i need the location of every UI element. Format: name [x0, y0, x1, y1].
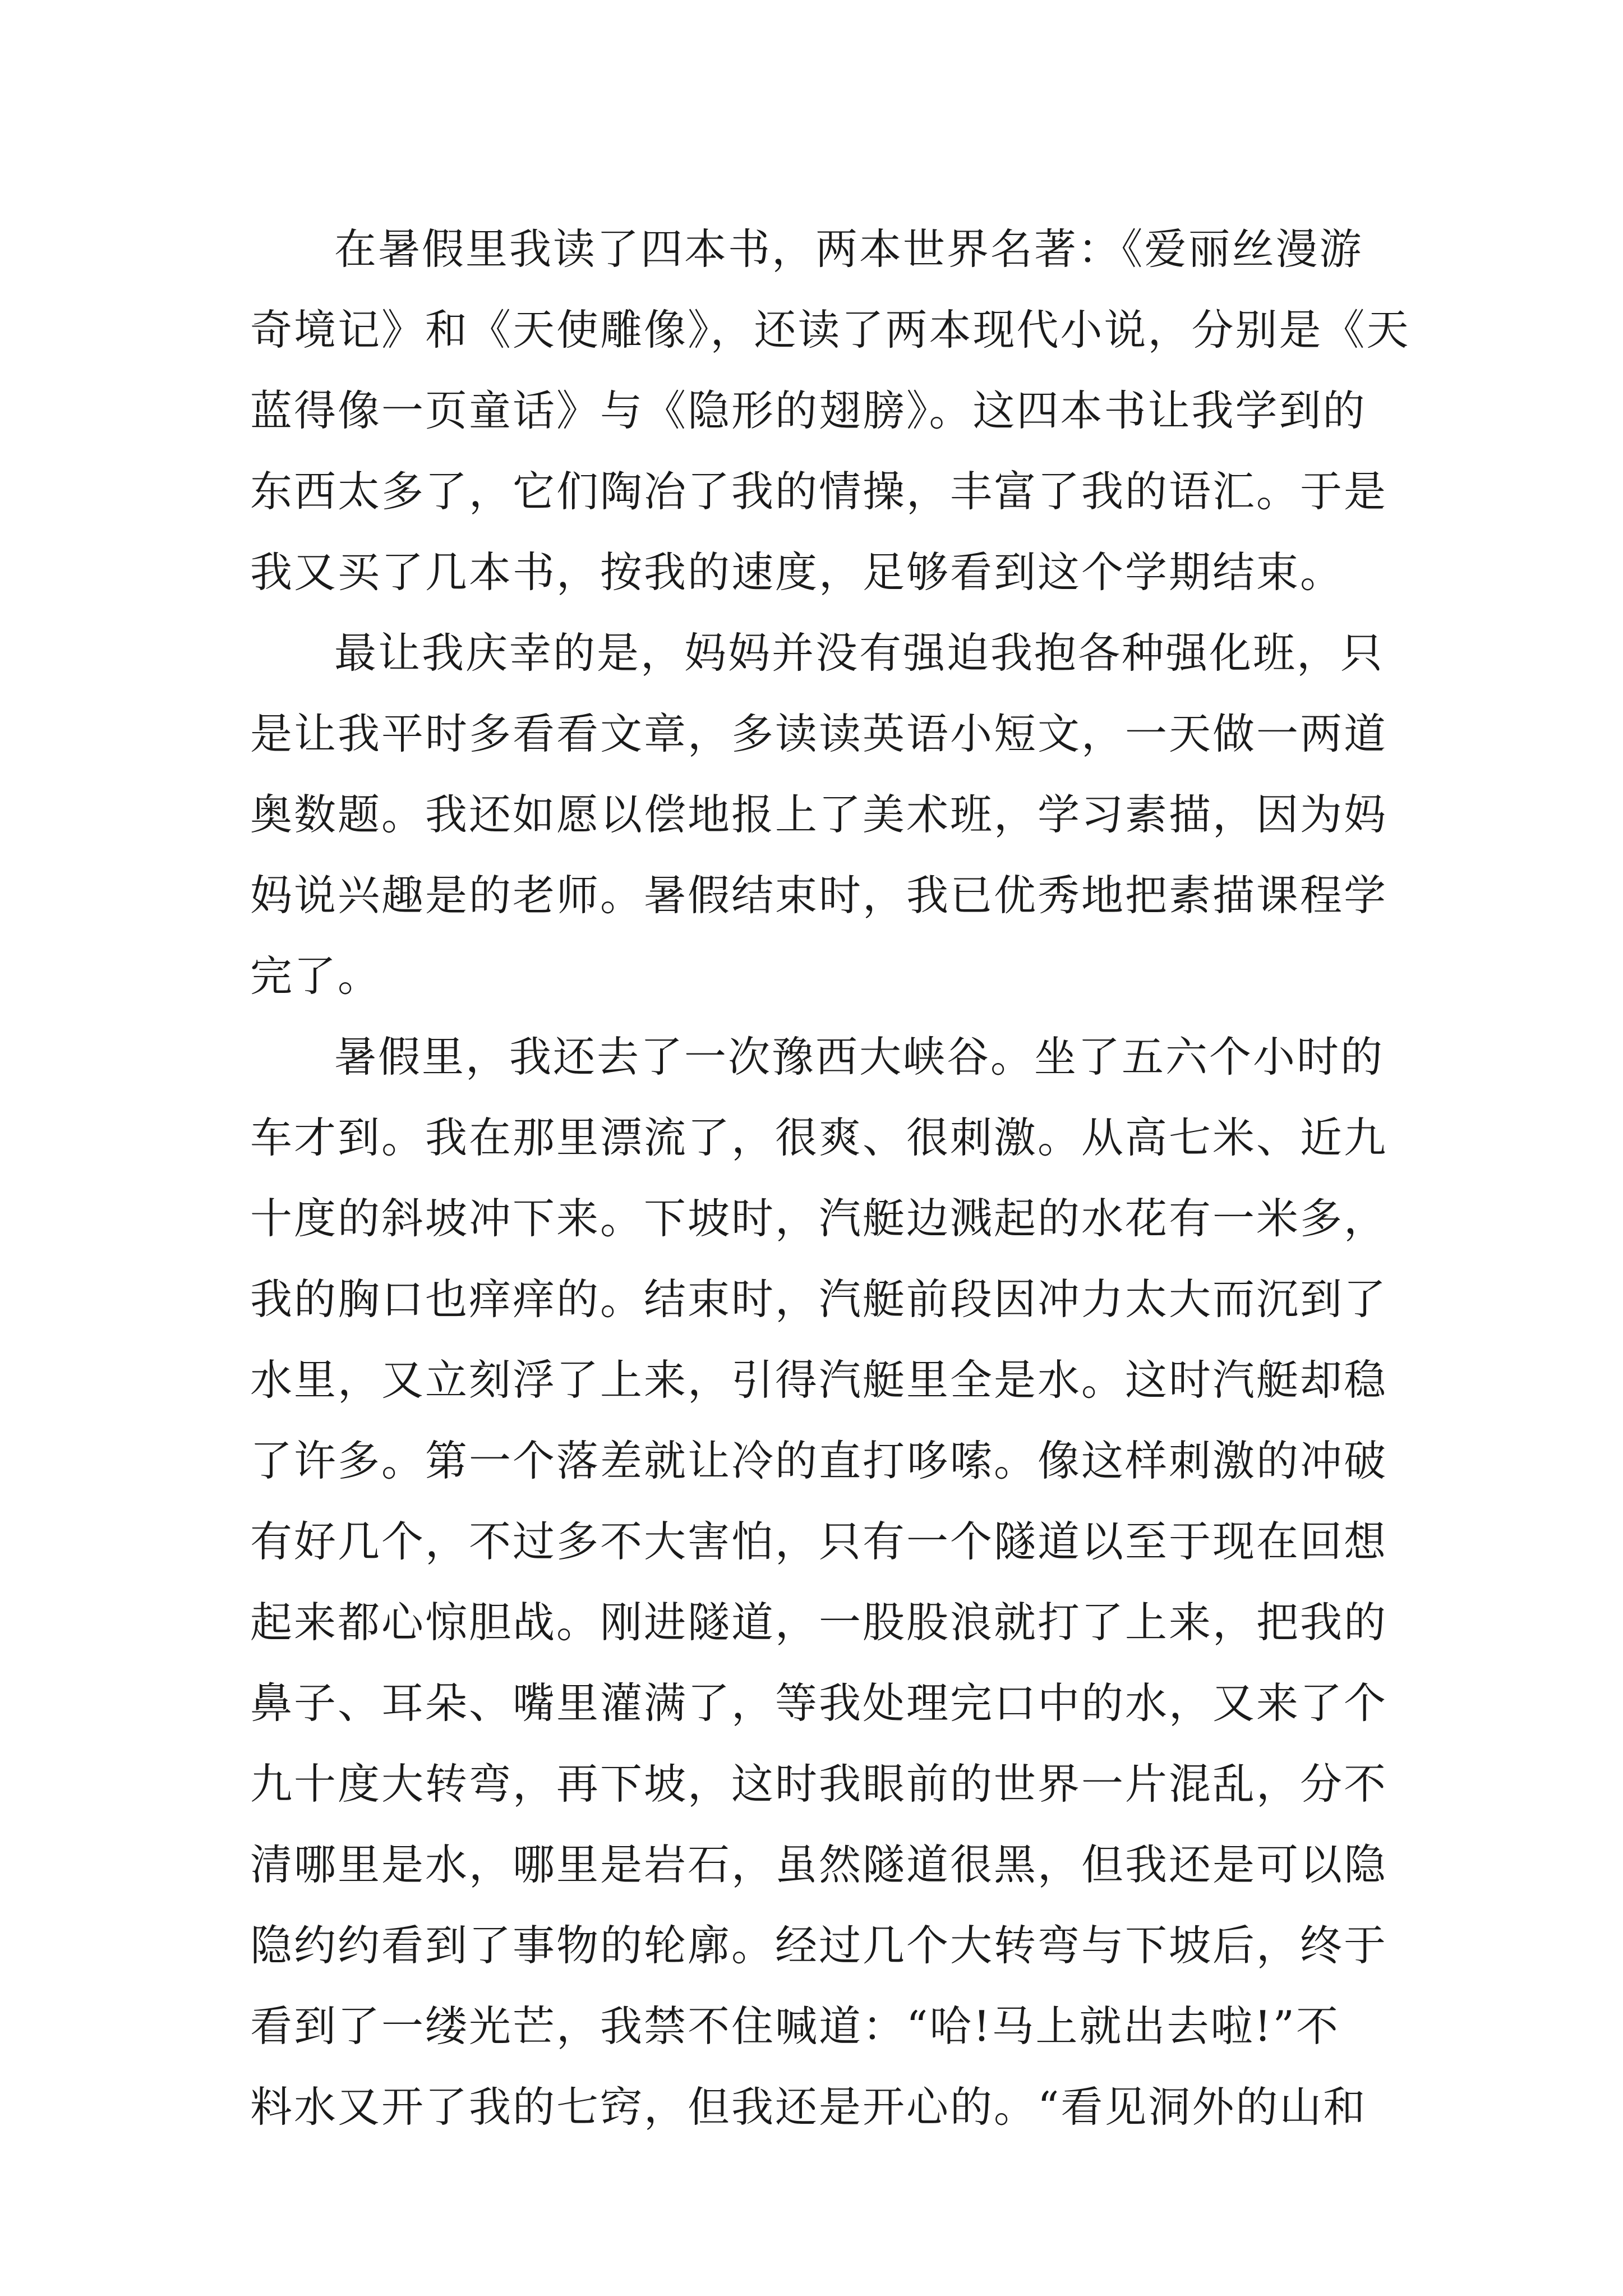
paragraph-line: 了许多。第一个落差就让冷的直打哆嗦。像这样刺激的冲破 [250, 1436, 1388, 1485]
paragraph-3 [250, 1016, 1388, 2147]
paragraph-line: 车才到。我在那里漂流了，很爽、很刺激。从高七米、近九 [250, 1113, 1388, 1162]
paragraph-line: 我又买了几本书，按我的速度，足够看到这个学期结束。 [250, 547, 1344, 597]
paragraph-line: 看到了一缕光芒，我禁不住喊道：“哈!马上就出去啦!”不 [250, 2001, 1340, 2051]
paragraph-2 [250, 613, 1388, 1016]
paragraph-1 [250, 209, 1410, 613]
paragraph-line: 九十度大转弯，再下坡，这时我眼前的世界一片混乱，分不 [250, 1759, 1388, 1809]
paragraph-line: 料水又开了我的七窍，但我还是开心的。“看见洞外的山和 [250, 2082, 1367, 2132]
paragraph-line: 奇境记》和《天使雕像》，还读了两本现代小说，分别是《天 [250, 305, 1410, 355]
paragraph-line: 妈说兴趣是的老师。暑假结束时，我已优秀地把素描课程学 [250, 871, 1388, 920]
paragraph-line: 暑假里，我还去了一次豫西大峡谷。坐了五六个小时的 [334, 1032, 1385, 1082]
paragraph-line: 隐约约看到了事物的轮廓。经过几个大转弯与下坡后，终于 [250, 1921, 1388, 1970]
paragraph-line: 完了。 [250, 951, 382, 1001]
paragraph-line: 起来都心惊胆战。刚进隧道，一股股浪就打了上来，把我的 [250, 1598, 1388, 1647]
paragraph-line: 奥数题。我还如愿以偿地报上了美术班，学习素描，因为妈 [250, 790, 1388, 839]
paragraph-line: 是让我平时多看看文章，多读读英语小短文，一天做一两道 [250, 709, 1388, 758]
paragraph-line: 最让我庆幸的是，妈妈并没有强迫我抱各种强化班，只 [334, 628, 1385, 678]
paragraph-line: 水里，又立刻浮了上来，引得汽艇里全是水。这时汽艇却稳 [250, 1355, 1388, 1405]
paragraph-line: 蓝得像一页童话》与《隐形的翅膀》。这四本书让我学到的 [250, 386, 1367, 435]
paragraph-line: 在暑假里我读了四本书，两本世界名著：《爱丽丝漫游 [334, 224, 1363, 274]
paragraph-line: 有好几个，不过多不大害怕，只有一个隧道以至于现在回想 [250, 1517, 1388, 1566]
document-body [250, 209, 1410, 2147]
paragraph-line: 东西太多了，它们陶冶了我的情操，丰富了我的语汇。于是 [250, 467, 1388, 516]
paragraph-line: 清哪里是水，哪里是岩石，虽然隧道很黑，但我还是可以隐 [250, 1840, 1388, 1889]
paragraph-line: 我的胸口也痒痒的。结束时，汽艇前段因冲力太大而沉到了 [250, 1274, 1388, 1324]
paragraph-line: 十度的斜坡冲下来。下坡时，汽艇边溅起的水花有一米多， [250, 1194, 1388, 1243]
paragraph-line: 鼻子、耳朵、嘴里灌满了，等我处理完口中的水，又来了个 [250, 1678, 1388, 1728]
